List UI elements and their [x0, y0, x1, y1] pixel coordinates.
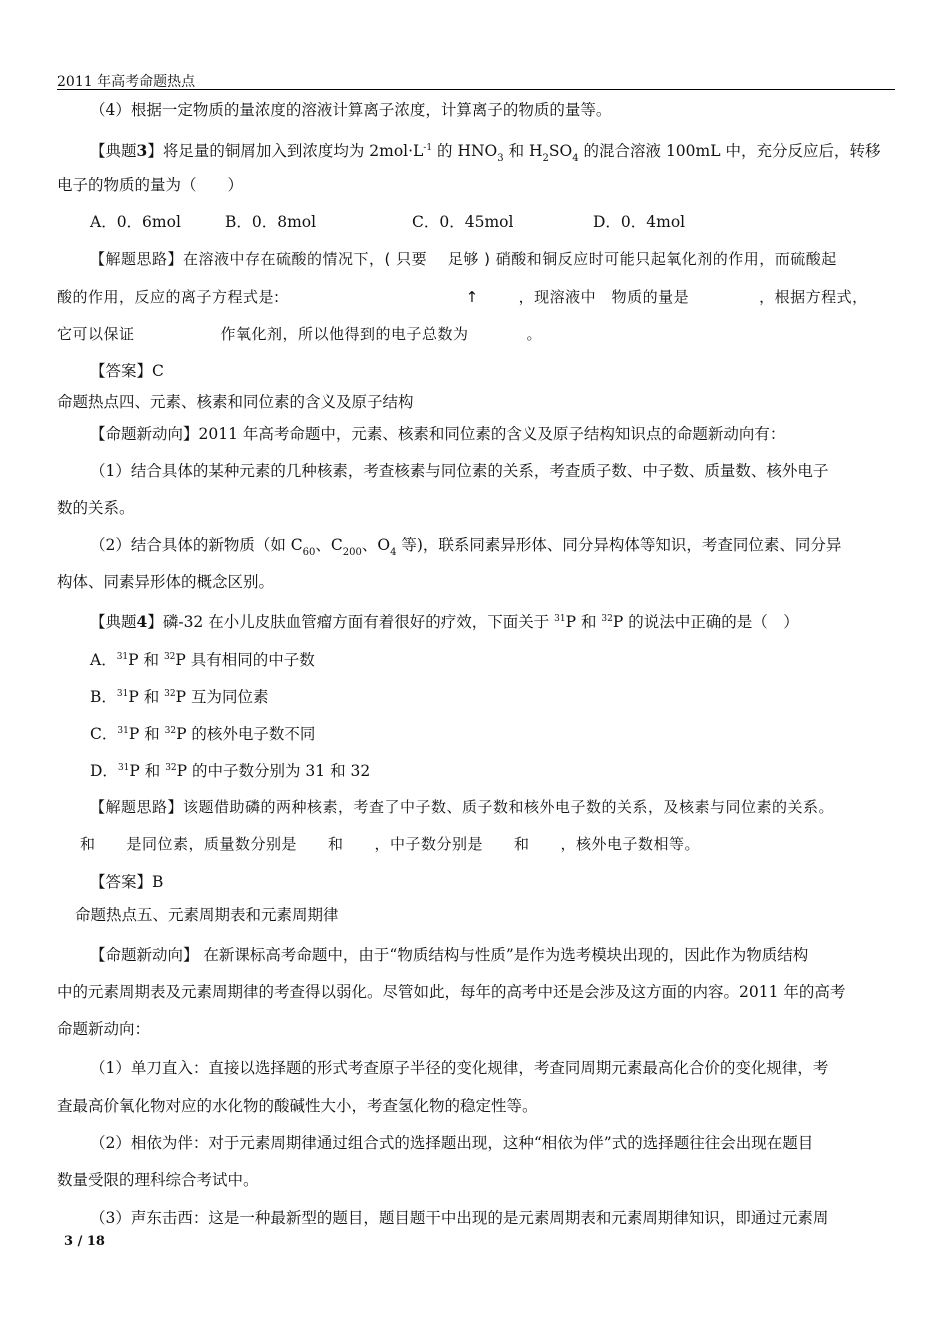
paragraph-line: 【命题新动向】2011 年高考命题中，元素、核素和同位素的含义及原子结构知识点的命题新动向有： — [90, 425, 786, 443]
solution-3-line-1: 【解题思路】在溶液中存在硫酸的情况下，( 只要 足够 ) 硝酸和铜反应时可能只起氧化剂的作用，而硫酸起 — [90, 250, 837, 268]
option-3-b: B．0．8mol — [225, 213, 317, 231]
option-4-b: B．$^{31}$P 和 $^{32}$P 互为同位素 — [90, 688, 269, 706]
solution-4-line-1: 【解题思路】该题借助磷的两种核素，考查了中子数、质子数和核外电子数的关系，及核素与同位素的关系。 — [90, 798, 835, 816]
question-tag: 【典题3】 — [90, 141, 163, 160]
paragraph-line: 数的关系。 — [57, 499, 135, 517]
solution-3-line-3: 它可以保证 作氧化剂，所以他得到的电子总数为 。 — [57, 325, 543, 343]
paragraph-line: 命题新动向： — [57, 1020, 151, 1038]
section-heading-4: 命题热点四、元素、核素和同位素的含义及原子结构 — [57, 393, 414, 411]
paragraph-line: （2）相依为伴：对于元素周期律通过组合式的选择题出现，这种“相依为伴”式的选择题往往会出现在题目 — [90, 1134, 814, 1152]
paragraph-line: 查最高价氧化物对应的水化物的酸碱性大小，考查氢化物的稳定性等。 — [57, 1097, 538, 1115]
section-heading-5: 命题热点五、元素周期表和元素周期律 — [75, 906, 339, 924]
page-number: 3 / 18 — [64, 1234, 105, 1249]
answer-3: 【答案】C — [90, 362, 164, 380]
solution-3-line-2: 酸的作用，反应的离子方程式是: ↑ ，现溶液中 物质的量是 ，根据方程式， — [57, 288, 868, 306]
paragraph-line: （2）结合具体的新物质（如 $C_{60}$、$C_{200}$、$O_4$ 等)，联系同素异形体、同分异构体等知识，考查同位素、同分异 — [90, 536, 842, 558]
header-rule — [57, 89, 895, 90]
option-4-c: C．$^{31}$P 和 $^{32}$P 的核外电子数不同 — [90, 725, 316, 743]
option-3-a: A．0．6mol — [90, 213, 181, 231]
paragraph-line: 中的元素周期表及元素周期律的考查得以弱化。尽管如此，每年的高考中还是会涉及这方面的内容。2011 年的高考 — [57, 983, 846, 1001]
question-tag: 【典题4】 — [90, 612, 163, 631]
question-4-stem: 【典题4】磷-32 在小儿皮肤血管瘤方面有着很好的疗效，下面关于 $^{31}$P 和 $^{32}$P 的说法中正确的是（ ） — [90, 612, 799, 631]
answer-4: 【答案】B — [90, 873, 164, 891]
paragraph-line: 构体、同素异形体的概念区别。 — [57, 573, 275, 591]
paragraph-line: （1）单刀直入：直接以选择题的形式考查原子半径的变化规律，考查同周期元素最高化合价的变化规律，考 — [90, 1059, 829, 1077]
solution-4-line-2: 和 是同位素，质量数分别是 和 ，中子数分别是 和 ，核外电子数相等。 — [80, 835, 701, 853]
option-4-d: D．$^{31}$P 和 $^{32}$P 的中子数分别为 31 和 32 — [90, 762, 371, 780]
paragraph-line: 【命题新动向】 在新课标高考命题中，由于“物质结构与性质”是作为选考模块出现的，因此作为物质结构 — [90, 946, 809, 964]
paragraph-line: （4）根据一定物质的量浓度的溶液计算离子浓度，计算离子的物质的量等。 — [90, 101, 612, 119]
option-3-c: C．0．45mol — [412, 213, 514, 231]
option-3-d: D．0．4mol — [593, 213, 686, 231]
question-3-stem: 【典题3】将足量的铜屑加入到浓度均为 $2mol\cdot L^{-1}$ 的 $HNO_3$ 和 $H_2SO_4$ 的混合溶液 100mL 中，充分反应后，转移 — [90, 141, 881, 164]
paragraph-line: （1）结合具体的某种元素的几种核素，考查核素与同位素的关系，考查质子数、中子数、质量数、核外电子 — [90, 462, 829, 480]
paragraph-line: 数量受限的理科综合考试中。 — [57, 1171, 259, 1189]
option-4-a: A．$^{31}$P 和 $^{32}$P 具有相同的中子数 — [90, 651, 315, 669]
paragraph-line: （3）声东击西：这是一种最新型的题目，题目题干中出现的是元素周期表和元素周期律知识，即通过元素周 — [90, 1209, 829, 1227]
page-header-title: 2011 年高考命题热点 — [57, 74, 196, 90]
paragraph-line: 电子的物质的量为（ ） — [57, 176, 244, 194]
